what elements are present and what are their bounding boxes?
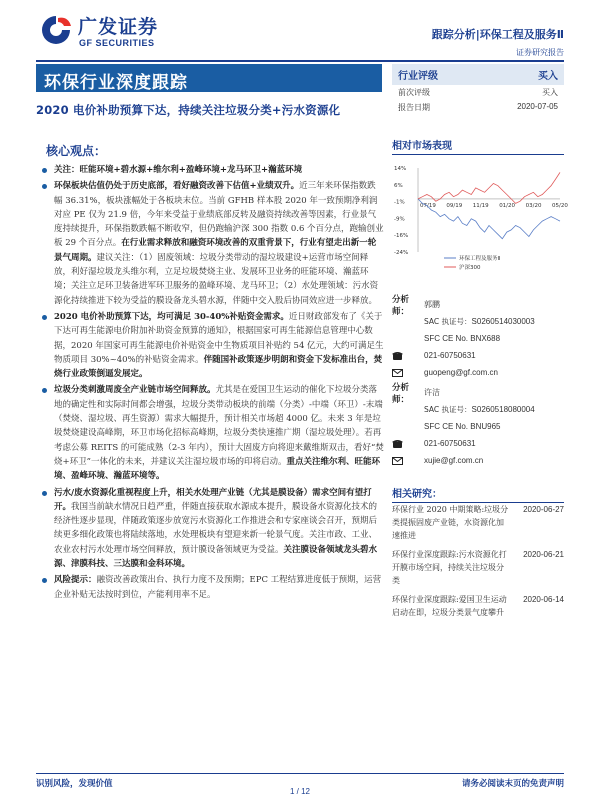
analyst-info-row [392, 330, 564, 347]
bullet-icon [42, 168, 47, 173]
analyst-label: 分析师： [392, 294, 410, 317]
sac-cert-number: S0260518080004 [471, 405, 535, 414]
related-research-title-text[interactable]: 环保行业 2020 中期策略:垃圾分类提振固废产业链，水资源化加速推进 [392, 505, 509, 540]
analyst-label: 分析师： [392, 382, 410, 405]
logo-text-cn: 广发证券 [78, 16, 159, 38]
analyst-name: 郭鹏 [424, 300, 440, 309]
analyst-card-2 [392, 384, 564, 469]
relative-performance-chart [392, 160, 568, 280]
y-tick-label: -16% [394, 233, 409, 240]
rating-value: 买入 [538, 71, 558, 82]
bullet-icon [42, 184, 47, 189]
bullet-icon [42, 578, 47, 583]
sac-cert-label: SAC 执证号： [424, 317, 472, 326]
analyst-email[interactable]: xujie@gf.com.cn [424, 456, 484, 465]
rating-header [392, 64, 564, 85]
analyst-phone: 021-60750631 [424, 439, 476, 448]
market-perf-title: 相对市场表现 [392, 137, 564, 155]
rating-label: 行业评级 [398, 71, 438, 82]
gf-logo-icon [38, 12, 74, 48]
x-tick-label: 03/20 [525, 202, 542, 209]
analyst-info-row [392, 435, 564, 452]
report-date-label: 报告日期 [398, 103, 430, 112]
core-view-body [40, 163, 384, 604]
analyst-info-row [392, 294, 564, 317]
paragraph-highlight: 风险提示： [54, 575, 97, 586]
paragraph-highlight: 垃圾分类刺激周废全产业链市场空间释放。 [54, 385, 216, 396]
analyst-card-1 [392, 296, 564, 381]
company-logo [38, 12, 178, 54]
paragraph-highlight: 伴随国补政策逐步明朗和资金下发标准出台，焚烧行业政策倒逼发展定。 [54, 354, 383, 380]
legend-label: 环保工程及服务Ⅱ [459, 256, 501, 262]
x-tick-label: 05/20 [552, 202, 568, 209]
prev-rating-label: 前次评级 [398, 88, 430, 97]
related-research-item[interactable] [392, 548, 564, 587]
analyst-info-row [392, 382, 564, 405]
analyst-info-row [392, 364, 564, 381]
paragraph-highlight: 重点关注维尔利、旺能环境、盈峰环境、瀚蓝环境等。 [54, 456, 380, 482]
sac-cert-label: SAC 执证号： [424, 405, 472, 414]
footer-slogan: 识别风险，发现价值 [36, 779, 113, 789]
paragraph-highlight: 污水/废水资源化重视程度上升，相关水处理产业链（尤其是膜设备）需求空间有望打开。 [54, 487, 372, 512]
core-view-heading: 核心观点： [46, 144, 107, 158]
related-research-title-text[interactable]: 环保行业深度跟踪:污水资源化打开膜市场空间，持续关注垃圾分类 [392, 550, 507, 585]
related-research-title-text[interactable]: 环保行业深度跟踪:爱国卫生运动启动在即，垃圾分类景气度攀升 [392, 595, 507, 617]
paragraph-text: 尤其是在爱国卫生运动的催化下垃圾分类落地的确定性和实际时间都会增强，垃圾分类带动板块的前端（分类）-中端（环卫）-末端（焚烧、湿垃圾、再生资源）需求大幅提升，预计相关市场超 4000 亿。未来 3 年是垃圾焚烧建设高峰期，环卫市场化招标高峰期，垃圾分类快速推广期（湿垃圾处理）。若再考虑公募 REITS 的可能成熟（2-3 年内），预计大固废方向将迎来戴维斯双击，看好“焚烧+环卫”一体化的未来，并建议关注湿垃圾市场的印将启动。 [54, 385, 384, 467]
category-text: 跟踪分析|环保工程及服务Ⅱ [431, 28, 564, 41]
sac-cert-number: S0260514030003 [471, 317, 535, 326]
bullet-icon [42, 491, 47, 496]
paragraph-highlight: 环保板块估值仍处于历史底部，看好融资改善下估值+业绩双升。 [54, 181, 300, 192]
report-date-value: 2020-07-05 [517, 102, 558, 111]
analyst-info-row [392, 452, 564, 469]
related-research-title: 相关研究： [392, 485, 564, 503]
x-tick-label: 07/19 [420, 202, 436, 209]
core-view-paragraph [40, 486, 384, 572]
prev-rating-row [392, 85, 564, 100]
core-view-paragraph [40, 179, 384, 308]
legend-label: 沪深300 [459, 265, 481, 271]
y-tick-label: -1% [394, 199, 405, 206]
logo-text-en: GF SECURITIES [79, 38, 155, 48]
bullet-icon [42, 388, 47, 393]
phone-icon [392, 351, 424, 360]
paragraph-highlight: 在行业需求释放和融资环境改善的双重背景下，行业有望走出新一轮景气周期。 [54, 238, 377, 263]
y-tick-label: -24% [394, 250, 409, 256]
report-type: 证券研究报告 [516, 48, 564, 57]
rating-box [392, 64, 564, 115]
paragraph-highlight: 关注：旺能环境+碧水源+维尔利+盈峰环境+龙马环卫+瀚蓝环境 [54, 165, 303, 175]
related-research-item[interactable] [392, 593, 564, 619]
paragraph-text: 融资改善政策出台、执行力度不及预期；EPC 工程结算进度低于预期，运营企业补贴无法按时到位，产能利用率不足。 [54, 575, 382, 600]
related-research-date: 2020-06-27 [523, 505, 564, 514]
core-view-paragraph [40, 310, 384, 381]
y-tick-label: 14% [394, 166, 407, 172]
y-tick-label: 6% [394, 182, 403, 189]
related-research-item[interactable] [392, 503, 564, 542]
x-tick-label: 11/19 [472, 202, 489, 209]
bullet-icon [42, 315, 47, 320]
paragraph-text: 建议关注：（1）固废领域：垃圾分类带动的湿垃圾建设+运营市场空间释放，利好湿垃圾龙头维尔利，立足垃圾焚烧主业、发展环卫业务的旺能环境、瀚蓝环境；关注立足环卫装备进军环卫服务的盈峰环境、龙马环卫；（2）水处理领域：污水资源化持续推进下较为受益的膜设备龙头碧水源，伴随中交入股后协同效应进一步释放。 [54, 252, 379, 306]
footer-disclaimer: 请务必阅读末页的免责声明 [461, 779, 564, 789]
page-number: 1 / 12 [289, 787, 310, 796]
paragraph-highlight: 2020 电价补助预算下达，均可满足 30-40%补贴资金需求。 [54, 311, 289, 322]
report-date-row [392, 100, 564, 115]
sfc-cert: SFC CE No. BNU965 [424, 422, 501, 431]
analyst-phone: 021-60750631 [424, 351, 476, 360]
analyst-info-row [392, 418, 564, 435]
core-view-paragraph [40, 573, 384, 602]
paragraph-text: 近日财政部发布了《关于下达可再生能源电价附加补助资金预算的通知》，根据国家可再生能源信息管理中心数据，2020 年国家可再生能源电价补贴资金中生物质项目补贴约 54 亿元，大约可满足生物质项目 30%~40%的补贴资金需求。 [54, 311, 384, 365]
core-view-paragraph [40, 163, 384, 177]
email-icon [392, 369, 424, 377]
paragraph-text: 近三年来环保指数跌幅 36.31%，板块涨幅处于各板块末位。当前 GFHB 样本股 2020 年一致预期净利润对应 PE 仅为 21.9 倍，今年来受益于业绩底部反转及融资持续改善等因素，行业景气度持续提升，环保指数跌幅不断收窄，但仍跑输沪深 300 指数 0.6 个百分点，跑输创业板 29 个百分点。 [54, 181, 384, 249]
related-research-list [392, 503, 564, 625]
analyst-email[interactable]: guopeng@gf.com.cn [424, 368, 498, 377]
report-subtitle: 2020 电价补助预算下达，持续关注垃圾分类+污水资源化 [36, 103, 341, 117]
x-tick-label: 01/20 [499, 202, 516, 209]
page-title: 环保行业深度跟踪 [36, 64, 382, 92]
phone-icon [392, 439, 424, 448]
footer-divider [36, 773, 564, 774]
paragraph-highlight: 关注膜设备领域龙头碧水源、津膜科技、三达膜和金科环境。 [54, 544, 378, 570]
related-research-date: 2020-06-21 [523, 550, 564, 559]
email-icon [392, 457, 424, 465]
sfc-cert: SFC CE No. BNX688 [424, 334, 501, 343]
analyst-name: 许洁 [424, 388, 440, 397]
header-divider [36, 60, 564, 62]
core-view-paragraph [40, 383, 384, 483]
prev-rating-value: 买入 [542, 88, 558, 97]
related-research-date: 2020-06-14 [523, 595, 564, 604]
x-tick-label: 09/19 [446, 202, 463, 209]
y-tick-label: -9% [394, 216, 405, 223]
paragraph-text: 我国当前缺水情况日趋严重，伴随直接获取水源成本提升，膜设备水资源化技术的经济性逐步显现，伴随政策逐步放宽污水资源化工作推进会和专家座谈会召开，预期后续更多细化政策也将陆续落地，水处理板块有望迎来新一轮景气度。关注市政、工业、农业农村污水处理市场空间释放，预计膜设备领域更为受益。 [54, 501, 378, 555]
report-category [432, 26, 564, 42]
analyst-info-row [392, 347, 564, 364]
